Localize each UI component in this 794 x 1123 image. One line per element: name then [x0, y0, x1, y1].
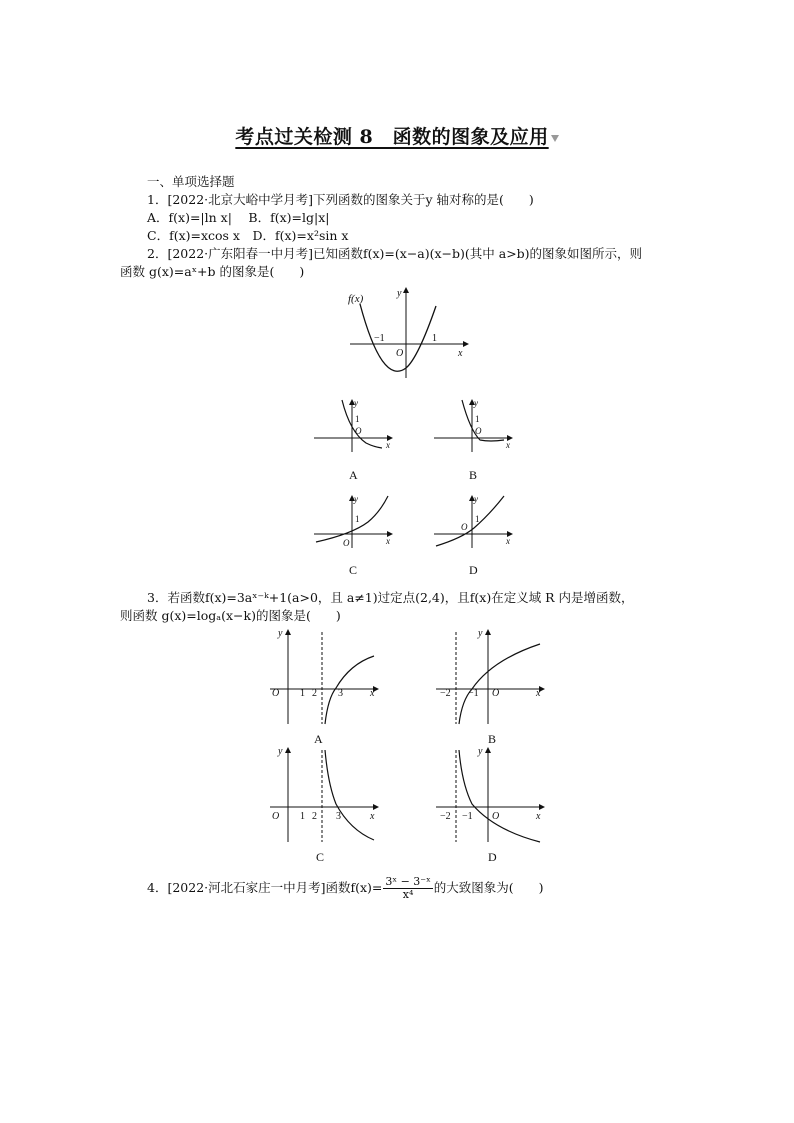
q3-option-c-graph: [266, 744, 384, 844]
q3-option-d-graph: [432, 744, 550, 844]
svg-text:x: x: [536, 688, 541, 699]
curve: [462, 400, 504, 441]
svg-text:2: 2: [312, 688, 317, 699]
q2-option-b-label: B: [469, 468, 478, 482]
svg-text:1: 1: [300, 811, 305, 822]
svg-text:x: x: [386, 536, 390, 546]
q2-option-d-label: D: [469, 563, 478, 577]
svg-text:x: x: [536, 811, 541, 822]
svg-text:O: O: [343, 538, 350, 548]
q3-option-b-graph: [432, 626, 550, 726]
svg-text:y: y: [354, 398, 358, 408]
svg-text:x: x: [370, 688, 375, 699]
q2-stem-line1: 2．[2022·广东阳春一中月考]已知函数f(x)=(x−a)(x−b)(其中 a>b)的图象如图所示，则: [147, 246, 643, 261]
parabola-curve: [360, 304, 436, 371]
origin-label: O: [396, 348, 404, 359]
q3-option-b-label: B: [488, 732, 497, 746]
log-curve: [325, 656, 374, 724]
svg-text:O: O: [355, 426, 362, 436]
svg-text:O: O: [461, 522, 468, 532]
svg-text:O: O: [272, 688, 280, 699]
tick-neg1: −1: [374, 333, 385, 344]
svg-text:1: 1: [355, 514, 360, 524]
q1-stem: 1．[2022·北京大峪中学月考]下列函数的图象关于y 轴对称的是( ): [147, 192, 534, 207]
q1-options-cd: C．f(x)=xcos x D．f(x)=x²sin x: [147, 228, 349, 243]
fx-label: f(x): [348, 293, 364, 305]
svg-text:O: O: [475, 426, 482, 436]
svg-text:y: y: [474, 494, 478, 504]
q3-option-a-label: A: [314, 732, 323, 746]
svg-text:y: y: [474, 398, 478, 408]
svg-text:3: 3: [338, 688, 343, 699]
svg-text:O: O: [492, 811, 500, 822]
svg-text:x: x: [506, 440, 510, 450]
q1-options-ab: A．f(x)=|ln x| B．f(x)=lg|x|: [147, 210, 330, 225]
svg-text:2: 2: [312, 811, 317, 822]
curve: [436, 496, 504, 546]
q2-option-c-graph: [312, 492, 398, 550]
q3-option-c-label: C: [316, 850, 325, 864]
q2-option-a-label: A: [349, 468, 358, 482]
svg-text:−2: −2: [440, 688, 451, 699]
q2-option-a-graph: [312, 396, 398, 454]
q4-fraction: [383, 876, 432, 901]
svg-text:1: 1: [475, 514, 480, 524]
svg-text:1: 1: [475, 414, 480, 424]
svg-text:1: 1: [300, 688, 305, 699]
svg-text:−2: −2: [440, 811, 451, 822]
q2-stem-line2: 函数 g(x)=aˣ+b 的图象是( ): [120, 264, 305, 279]
svg-text:−1: −1: [462, 811, 473, 822]
q4-denominator: x⁴: [402, 888, 414, 901]
svg-text:O: O: [492, 688, 500, 699]
svg-text:1: 1: [355, 414, 360, 424]
svg-text:y: y: [278, 746, 283, 757]
log-curve: [325, 750, 374, 840]
svg-text:y: y: [278, 628, 283, 639]
q4-numerator: 3ˣ − 3⁻ˣ: [385, 875, 431, 888]
log-curve: [459, 644, 540, 724]
tick-1: 1: [432, 333, 437, 344]
svg-text:y: y: [478, 746, 483, 757]
page-title: 考点过关检测 8 函数的图象及应用: [0, 122, 794, 149]
q2-option-d-graph: [432, 492, 518, 550]
q3-stem-line1: 3．若函数f(x)=3aˣ⁻ᵏ+1(a>0，且 a≠1)过定点(2,4)，且f(x)在定义域 R 内是增函数，: [147, 590, 634, 605]
section-heading: 一、单项选择题: [147, 174, 235, 189]
q3-option-a-graph: [266, 626, 384, 726]
q4-suffix: 的大致图象为( ): [433, 880, 544, 895]
log-curve: [459, 750, 540, 842]
svg-text:x: x: [506, 536, 510, 546]
svg-text:O: O: [272, 811, 280, 822]
q3-stem-line2: 则函数 g(x)=logₐ(x−k)的图象是( ): [120, 608, 341, 623]
q4-prefix: 4．[2022·河北石家庄一中月考]函数f(x)=: [147, 880, 383, 895]
svg-text:−1: −1: [468, 688, 479, 699]
dropdown-marker-icon: [551, 135, 559, 142]
svg-text:x: x: [370, 811, 375, 822]
q3-option-d-label: D: [488, 850, 497, 864]
q2-option-c-label: C: [349, 563, 358, 577]
q2-option-b-graph: [432, 396, 518, 454]
curve: [342, 400, 382, 448]
q4-stem: [147, 874, 544, 902]
svg-text:3: 3: [336, 811, 341, 822]
x-label: x: [458, 348, 463, 359]
q2-main-graph: [340, 282, 480, 382]
svg-text:x: x: [386, 440, 390, 450]
y-label: y: [397, 288, 402, 299]
svg-text:y: y: [478, 628, 483, 639]
svg-text:y: y: [354, 494, 358, 504]
